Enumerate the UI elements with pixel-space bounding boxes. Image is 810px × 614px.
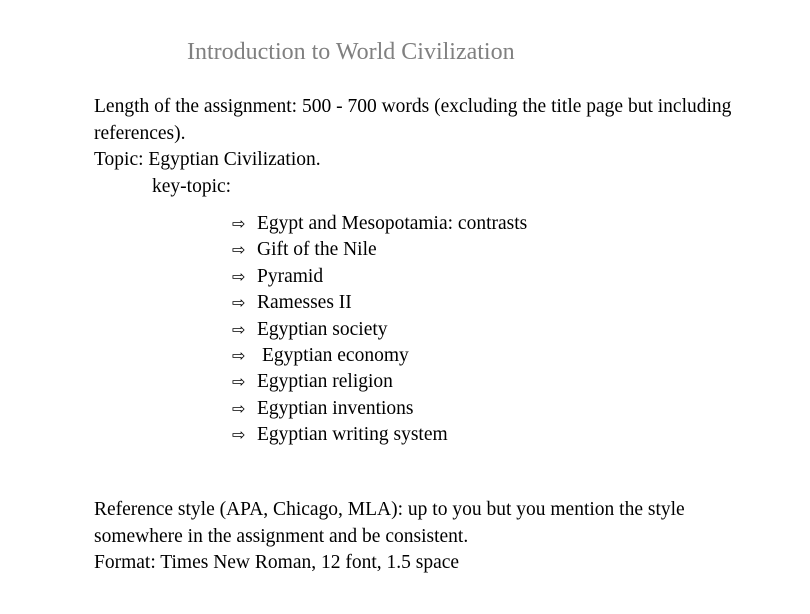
list-item-text: Gift of the Nile (257, 239, 377, 261)
document-title: Introduction to World Civilization (187, 39, 515, 65)
list-item (232, 237, 527, 263)
list-item-text: Pyramid (257, 265, 324, 287)
key-topic-label: key-topic: (152, 175, 232, 197)
topic-line: Topic: Egyptian Civilization. (94, 149, 321, 170)
list-item-text: Egyptian society (257, 318, 388, 340)
list-item (232, 396, 527, 422)
right-arrow-outline-icon: ⇨ (232, 346, 246, 366)
list-item (232, 264, 527, 290)
format-note: Format: Times New Roman, 12 font, 1.5 space (94, 552, 460, 573)
right-arrow-outline-icon: ⇨ (232, 266, 246, 286)
assignment-details (94, 94, 734, 200)
list-item-text: Egyptian religion (257, 371, 393, 393)
list-item-text: Egyptian writing system (257, 424, 448, 446)
right-arrow-outline-icon: ⇨ (232, 425, 246, 445)
list-item (232, 317, 527, 343)
right-arrow-outline-icon: ⇨ (232, 319, 246, 339)
reference-style-note: Reference style (APA, Chicago, MLA): up to you but you mention the style somewhere in the assignment and be consistent. (94, 499, 685, 547)
key-topic-list (232, 211, 527, 449)
right-arrow-outline-icon: ⇨ (232, 214, 246, 233)
list-item-text: Egypt and Mesopotamia: contrasts (257, 213, 528, 234)
list-item (232, 211, 527, 237)
right-arrow-outline-icon: ⇨ (232, 240, 246, 260)
list-item-text: Ramesses II (257, 292, 352, 314)
assignment-requirements (94, 497, 734, 577)
list-item-text: Egyptian economy (262, 345, 409, 367)
list-item-text: Egyptian inventions (257, 397, 414, 419)
right-arrow-outline-icon: ⇨ (232, 293, 246, 313)
list-item (232, 343, 527, 369)
right-arrow-outline-icon: ⇨ (232, 398, 246, 418)
right-arrow-outline-icon: ⇨ (232, 372, 246, 392)
list-item (232, 369, 527, 395)
length-requirement: Length of the assignment: 500 - 700 words (excluding the title page but including references). (94, 96, 732, 144)
list-item (232, 290, 527, 316)
list-item (232, 422, 527, 448)
